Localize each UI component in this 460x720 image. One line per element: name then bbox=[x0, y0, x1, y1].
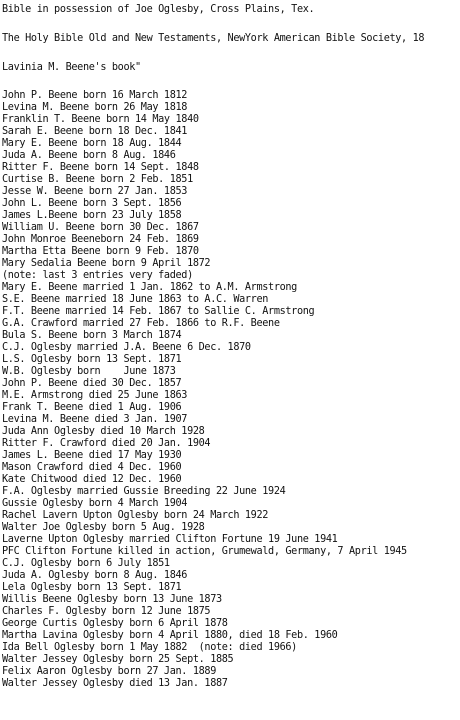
record-line: Walter Joe Oglesby born 5 Aug. 1928 bbox=[2, 522, 205, 533]
record-line: Ida Bell Oglesby born 1 May 1882 (note: died 1966) bbox=[2, 642, 297, 653]
record-line: C.J. Oglesby born 6 July 1851 bbox=[2, 558, 170, 569]
record-line: Sarah E. Beene born 18 Dec. 1841 bbox=[2, 126, 188, 137]
record-line: Rachel Lavern Upton Oglesby born 24 March 1922 bbox=[2, 510, 269, 521]
record-line: Juda A. Beene born 8 Aug. 1846 bbox=[2, 150, 176, 161]
record-line: John P. Beene born 16 March 1812 bbox=[2, 90, 188, 101]
record-line: Curtise B. Beene born 2 Feb. 1851 bbox=[2, 174, 193, 185]
record-line: W.B. Oglesby born June 1873 bbox=[2, 366, 176, 377]
record-line: L.S. Oglesby born 13 Sept. 1871 bbox=[2, 354, 182, 365]
record-line: Walter Jessey Oglesby died 13 Jan. 1887 bbox=[2, 678, 228, 689]
record-line: Ritter F. Crawford died 20 Jan. 1904 bbox=[2, 438, 211, 449]
record-line: Franklin T. Beene born 14 May 1840 bbox=[2, 114, 199, 125]
record-line: Levina M. Beene born 26 May 1818 bbox=[2, 102, 188, 113]
record-line: John L. Beene born 3 Sept. 1856 bbox=[2, 198, 182, 209]
header-line-book-owner: Lavinia M. Beene's book" bbox=[2, 62, 141, 73]
header-line-possession: Bible in possession of Joe Oglesby, Cross Plains, Tex. bbox=[2, 4, 315, 15]
record-line: Jesse W. Beene born 27 Jan. 1853 bbox=[2, 186, 188, 197]
record-line: Mary E. Beene born 18 Aug. 1844 bbox=[2, 138, 182, 149]
record-line: PFC Clifton Fortune killed in action, Grumewald, Germany, 7 April 1945 bbox=[2, 546, 407, 557]
record-line: C.J. Oglesby married J.A. Beene 6 Dec. 1870 bbox=[2, 342, 251, 353]
record-line: Frank T. Beene died 1 Aug. 1906 bbox=[2, 402, 182, 413]
record-line: Mason Crawford died 4 Dec. 1960 bbox=[2, 462, 182, 473]
record-line: Ritter F. Beene born 14 Sept. 1848 bbox=[2, 162, 199, 173]
record-line: Juda A. Oglesby born 8 Aug. 1846 bbox=[2, 570, 188, 581]
record-line: James L. Beene died 17 May 1930 bbox=[2, 450, 182, 461]
record-line: Charles F. Oglesby born 12 June 1875 bbox=[2, 606, 211, 617]
record-line: G.A. Crawford married 27 Feb. 1866 to R.F. Beene bbox=[2, 318, 280, 329]
record-line: S.E. Beene married 18 June 1863 to A.C. Warren bbox=[2, 294, 269, 305]
record-line: Bula S. Beene born 3 March 1874 bbox=[2, 330, 182, 341]
record-line: Gussie Oglesby born 4 March 1904 bbox=[2, 498, 188, 509]
record-line: Kate Chitwood died 12 Dec. 1960 bbox=[2, 474, 182, 485]
record-line: Mary Sedalia Beene born 9 April 1872 bbox=[2, 258, 211, 269]
record-line: F.T. Beene married 14 Feb. 1867 to Sallie C. Armstrong bbox=[2, 306, 315, 317]
record-line: John Monroe Beeneborn 24 Feb. 1869 bbox=[2, 234, 199, 245]
record-line: Lela Oglesby born 13 Sept. 1871 bbox=[2, 582, 182, 593]
record-line: Mary E. Beene married 1 Jan. 1862 to A.M. Armstrong bbox=[2, 282, 297, 293]
note-line: (note: last 3 entries very faded) bbox=[2, 270, 193, 281]
record-line: William U. Beene born 30 Dec. 1867 bbox=[2, 222, 199, 233]
record-line: Martha Etta Beene born 9 Feb. 1870 bbox=[2, 246, 199, 257]
header-line-bible-title: The Holy Bible Old and New Testaments, NewYork American Bible Society, 18 bbox=[2, 33, 425, 44]
record-line: Juda Ann Oglesby died 10 March 1928 bbox=[2, 426, 205, 437]
record-line: Walter Jessey Oglesby born 25 Sept. 1885 bbox=[2, 654, 234, 665]
record-line: Laverne Upton Oglesby married Clifton Fortune 19 June 1941 bbox=[2, 534, 338, 545]
record-line: John P. Beene died 30 Dec. 1857 bbox=[2, 378, 182, 389]
record-line: M.E. Armstrong died 25 June 1863 bbox=[2, 390, 188, 401]
record-line: F.A. Oglesby married Gussie Breeding 22 June 1924 bbox=[2, 486, 286, 497]
record-line: Felix Aaron Oglesby born 27 Jan. 1889 bbox=[2, 666, 216, 677]
record-line: Levina M. Beene died 3 Jan. 1907 bbox=[2, 414, 188, 425]
record-line: James L.Beene born 23 July 1858 bbox=[2, 210, 182, 221]
record-line: Martha Lavina Oglesby born 4 April 1880, died 18 Feb. 1960 bbox=[2, 630, 338, 641]
record-line: Willis Beene Oglesby born 13 June 1873 bbox=[2, 594, 222, 605]
record-line: George Curtis Oglesby born 6 April 1878 bbox=[2, 618, 228, 629]
